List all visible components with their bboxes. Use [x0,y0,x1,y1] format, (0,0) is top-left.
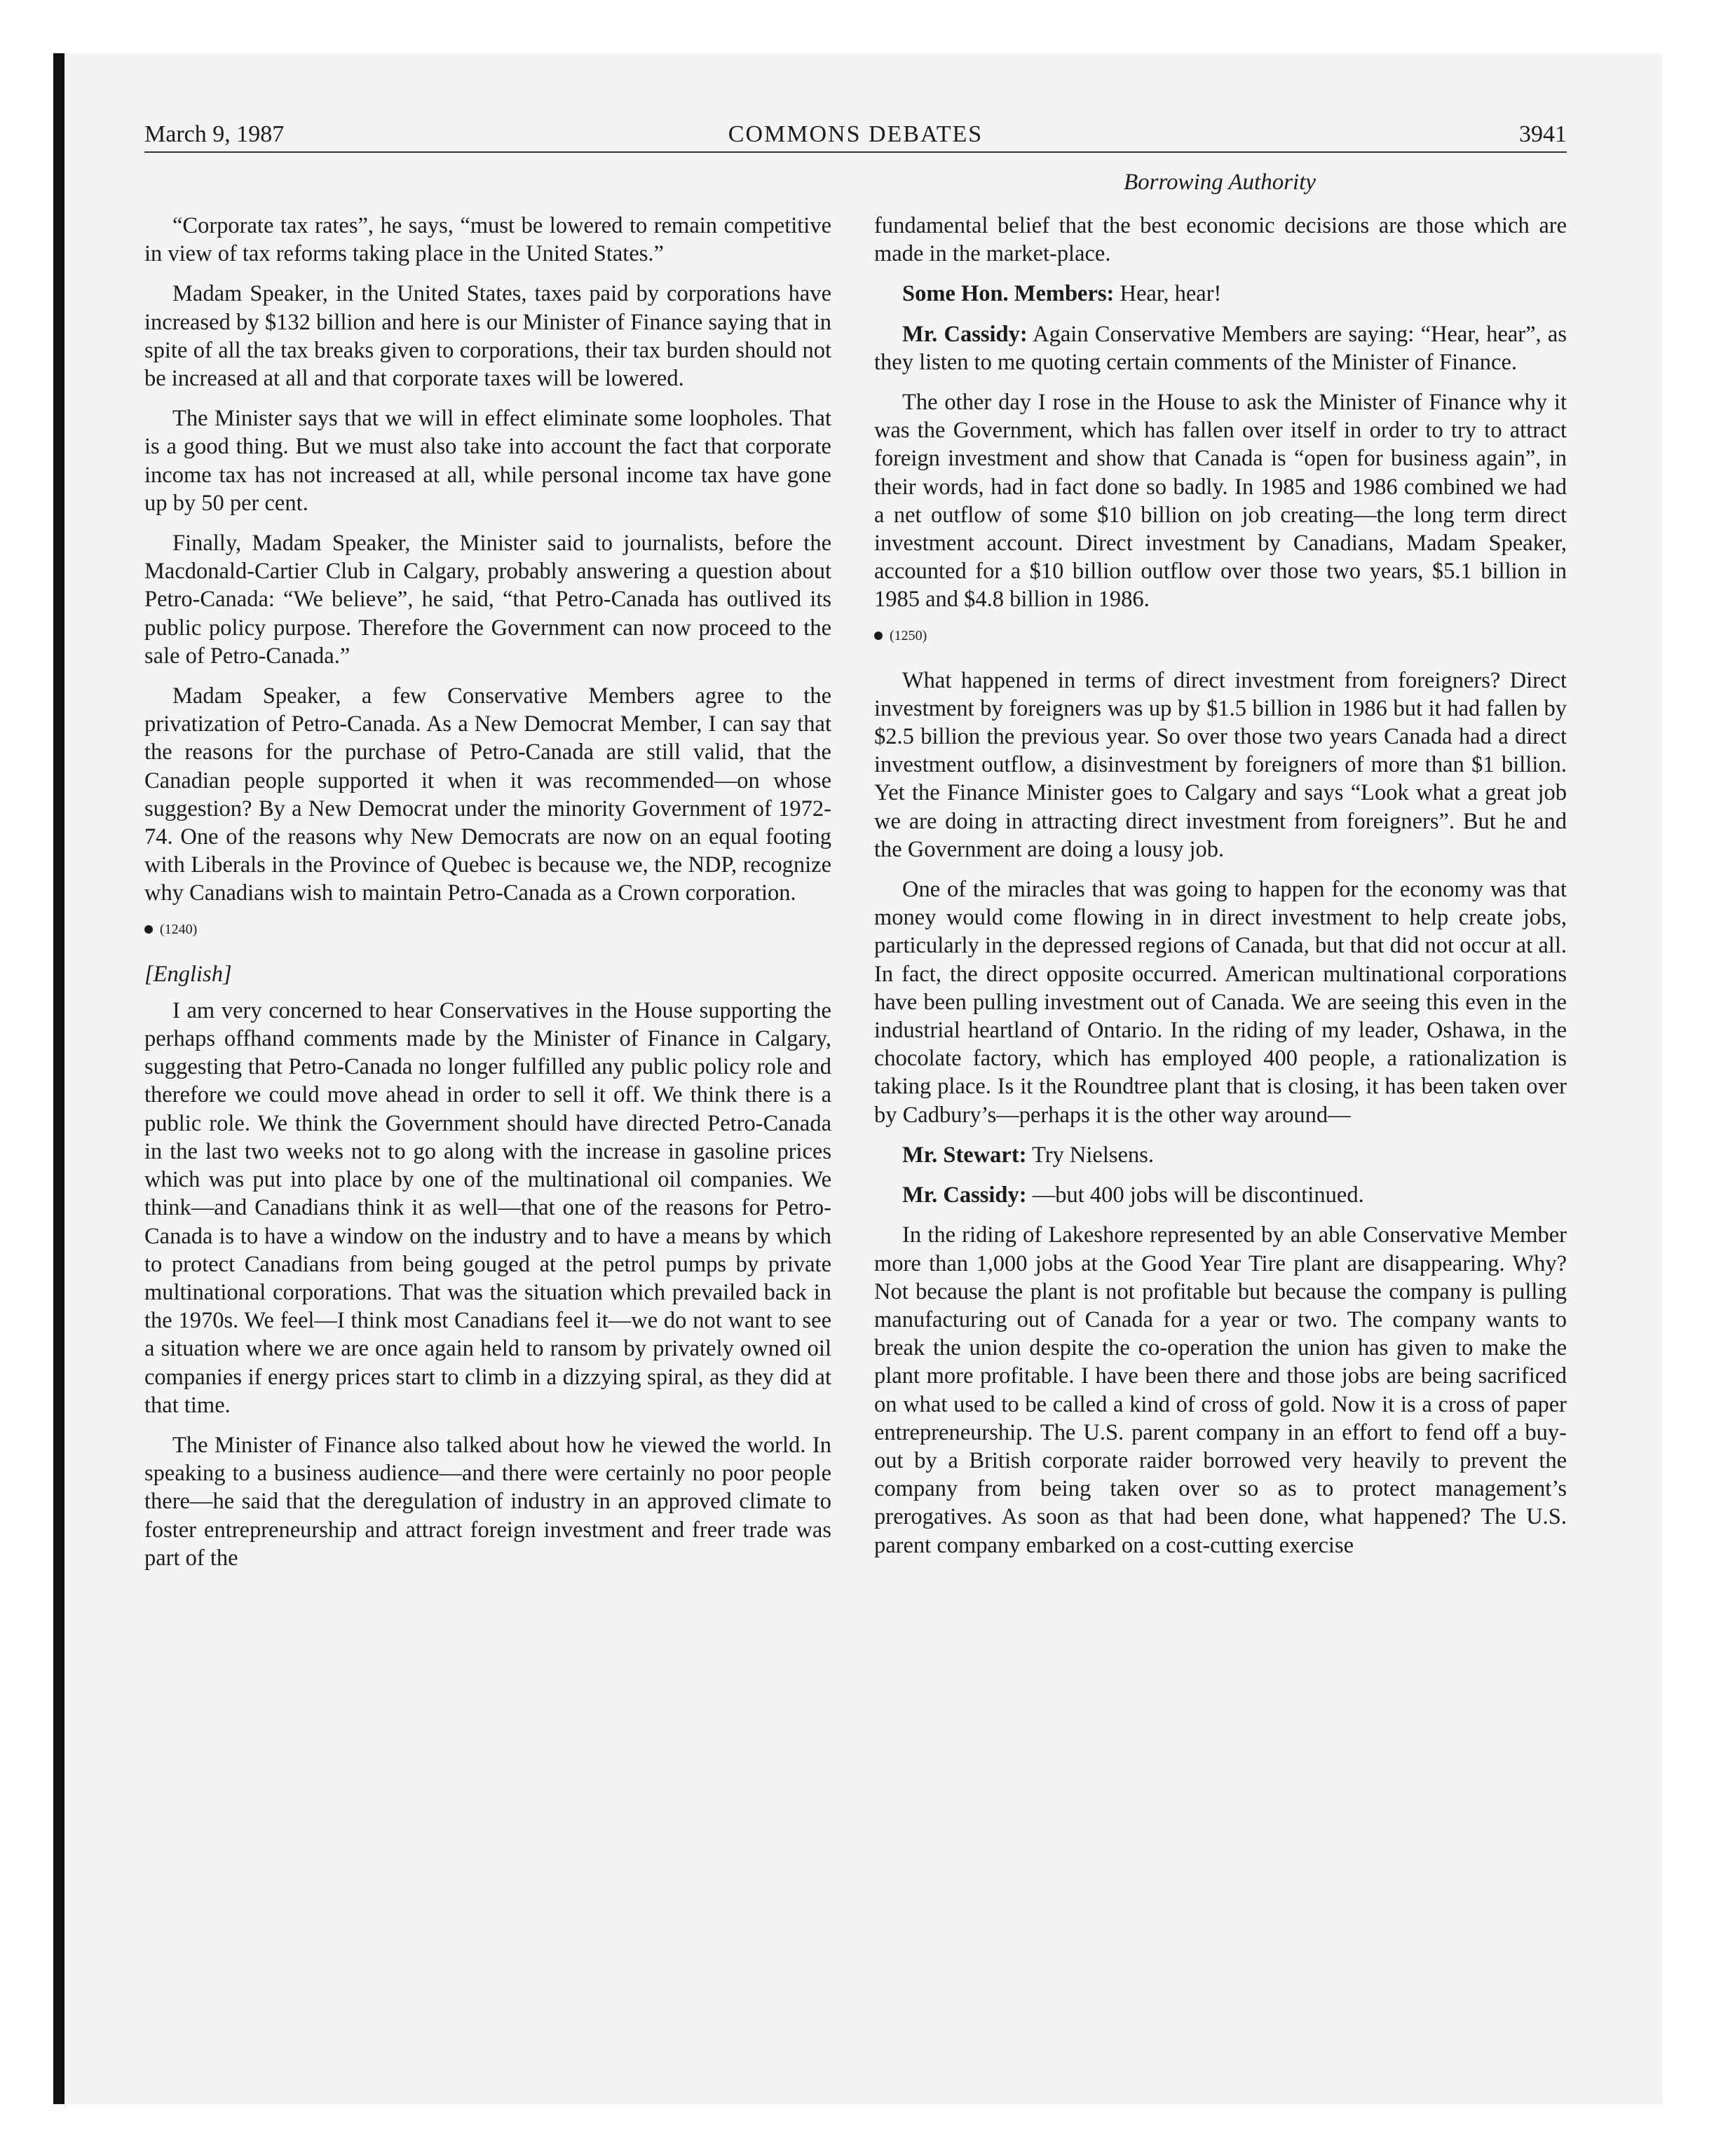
paragraph: Madam Speaker, in the United States, taxes paid by corporations have increased by $132 billion and here is our Minister of Finance saying that in spite of all the tax breaks given to corporations, their tax burden should not be increased at all and that corporate taxes will be lowered. [144,281,831,392]
language-note: [English] [144,961,232,987]
speaker-name: Mr. Cassidy: [902,321,1028,347]
speech-text: Again Conservative Members are saying: “Hear, hear”, as they listen to me quoting certain comments of the Minister of Finance. [874,321,1567,375]
speech-text: Hear, hear! [1114,281,1222,307]
page-header [144,121,1567,153]
header-title: COMMONS DEBATES [728,121,984,147]
header-date: March 9, 1987 [144,121,285,147]
time-marker-label: (1250) [890,627,927,643]
bullet-icon [874,632,883,640]
paragraph: One of the miracles that was going to happen for the economy was that money would come flowing in in direct investment to help create jobs, particularly in the depressed regions of Canada, but that did not occur at all. In fact, the direct opposite occurred. American multinational corporations have been pulling investment out of Canada. We are seeing this even in the industrial heartland of Ontario. In the riding of my leader, Oshawa, in the chocolate factory, which has employed 400 people, a rationalization is taking place. Is it the Roundtree plant that is closing, it has been taken over by Cadbury’s—perhaps it is the other way around— [874,877,1567,1128]
speaker-name: Some Hon. Members: [902,281,1115,307]
time-marker [874,626,1567,646]
paragraph: Madam Speaker, a few Conservative Members agree to the privatization of Petro-Canada. As a New Democrat Member, I can say that the reasons for the purchase of Petro-Canada are still valid, that the Canadian people supported it when it was recommended—on whose suggestion? By a New Democrat under the minority Government of 1972-74. One of the reasons why New Democrats are now on an equal footing with Liberals in the Province of Quebec is because we, the NDP, recognize why Canadians wish to maintain Petro-Canada as a Crown corporation. [144,683,831,906]
paragraph: In the riding of Lakeshore represented by an able Conservative Member more than 1,000 jobs at the Good Year Tire plant are disappearing. Why? Not because the plant is not profitable but because the company is pulling manufacturing out of Canada for a year or two. The company wants to break the union despite the co-operation the union has given to make the plant more profitable. I have been there and those jobs are being sacrificed on what used to be called a kind of cross of gold. Now it is a cross of paper entrepreneurship. The U.S. parent company in an effort to fend off a buy-out by a British corporate raider borrowed very heavily to prevent the company from being taken over so as to protect management’s prerogatives. As soon as that had been done, what happened? The U.S. parent company embarked on a cost-cutting exercise [874,1222,1567,1558]
bullet-icon [144,925,153,934]
paragraph: The Minister of Finance also talked about how he viewed the world. In speaking to a business audience—and there were certainly no poor people there—he said that the deregulation of industry in an approved climate to foster entrepreneurship and attract foreign investment and freer trade was part of the [144,1432,831,1571]
speech [874,1141,1567,1169]
time-marker [144,920,831,939]
time-marker-label: (1240) [160,921,198,937]
speech-text: —but 400 jobs will be discontinued. [1026,1182,1364,1208]
paragraph: fundamental belief that the best economic decisions are those which are made in the market-place. [874,213,1567,267]
left-column [144,212,831,1584]
speaker-name: Mr. Stewart: [902,1142,1027,1168]
speech [874,1181,1567,1209]
speaker-name: Mr. Cassidy: [902,1182,1027,1208]
right-column [874,212,1567,1571]
paragraph: The Minister says that we will in effect eliminate some loopholes. That is a good thing. But we must also take into account the fact that corporate income tax has not increased at all, while personal income tax have gone up by 50 per cent. [144,406,831,516]
speech [874,320,1567,376]
paragraph: I am very concerned to hear Conservatives in the House supporting the perhaps offhand comments made by the Minister of Finance in Calgary, suggesting that Petro-Canada no longer fulfilled any public policy role and therefore we could move ahead in order to sell it off. We think there is a public role. We think the Government should have directed Petro-Canada in the last two weeks not to go along with the increase in gasoline prices which was put into place by one of the multinational oil companies. We think—and Canadians think it as well—that one of the reasons for Petro-Canada is to have a window on the industry and to have a means by which to protect Canadians from being gouged at the petrol pumps by private multinational corporations. That was the situation which prevailed back in the 1970s. We feel—I think most Canadians feel it—we do not want to see a situation where we are once again held to ransom by privately owned oil companies if energy prices start to climb in a dizzying spiral, as they did at that time. [144,997,831,1418]
paragraph: What happened in terms of direct investment from foreigners? Direct investment by foreigners was up by $1.5 billion in 1986 but it had fallen by $2.5 billion the previous year. So over those two years Canada had a direct investment outflow, a disinvestment by foreigners of more than $1 billion. Yet the Finance Minister goes to Calgary and says “Look what a great job we are doing in attracting direct investment from foreigners”. But he and the Government are doing a lousy job. [874,667,1567,862]
paragraph: “Corporate tax rates”, he says, “must be lowered to remain competitive in view of tax reforms taking place in the United States.” [144,213,831,267]
page-number: 3941 [1519,121,1567,147]
section-title: Borrowing Authority [1123,170,1316,195]
speech [874,280,1567,308]
paragraph: Finally, Madam Speaker, the Minister said to journalists, before the Macdonald-Cartier Club in Calgary, probably answering a question about Petro-Canada: “We believe”, he said, “that Petro-Canada has outlived its public policy purpose. Therefore the Government can now proceed to the sale of Petro-Canada.” [144,531,831,669]
speech-text: Try Nielsens. [1026,1142,1154,1168]
scan-edge-bar [53,53,64,2104]
paragraph: The other day I rose in the House to ask the Minister of Finance why it was the Government, which has fallen over itself in order to try to attract foreign investment and show that Canada is “open for business again”, in their words, had in fact done so badly. In 1985 and 1986 combined we had a net outflow of some $10 billion on job creating—the long term direct investment account. Direct investment by Canadians, Madam Speaker, accounted for a $10 billion outflow over those two years, $5.1 billion in 1985 and $4.8 billion in 1986. [874,390,1567,613]
